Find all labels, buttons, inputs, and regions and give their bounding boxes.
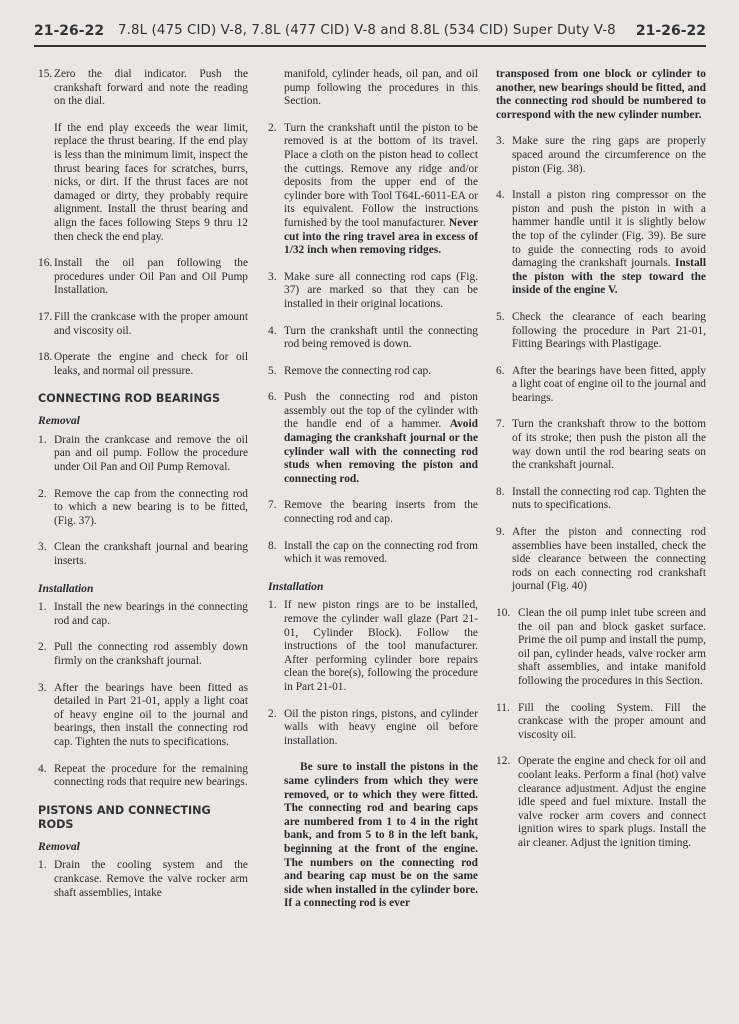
list-item	[268, 499, 478, 526]
item-number: 6.	[496, 364, 505, 377]
item-text: Operate the engine and check for oil and coolant leaks. Perform a final (hot) valve clearance adjustment. Adjust the engine idle speed and fuel mixture. Install the valve rocker arm covers and connect ignition wires to spark plugs. Install the air cleaner. Adjust the ignition timing.	[518, 755, 706, 849]
list-item	[496, 311, 706, 352]
list-item	[496, 526, 706, 594]
item-number: 1.	[38, 859, 47, 872]
item-text: Drain the crankcase and remove the oil pan and oil pump. Follow the procedure under Oil Pan and Oil Pump Removal.	[54, 433, 248, 474]
list-item	[38, 351, 248, 378]
section-heading-pistons-connecting-rods: PISTONS AND CONNECTING RODS	[38, 803, 211, 831]
subheading-removal: Removal	[38, 414, 80, 428]
item-number: 2.	[38, 487, 47, 500]
item-number: 3.	[38, 541, 47, 554]
item-number: 7.	[268, 499, 277, 512]
column-1	[38, 68, 248, 913]
item-number: 9.	[496, 526, 505, 539]
continued-text: manifold, cylinder heads, oil pan, and oil pump following the procedures in this Section.	[284, 68, 478, 108]
list-item	[38, 122, 248, 244]
list-item	[496, 755, 706, 850]
item-text: Install the connecting rod cap. Tighten the nuts to specifications.	[512, 485, 706, 512]
column-2	[268, 68, 478, 924]
page-title: 7.8L (475 CID) V-8, 7.8L (477 CID) V-8 and 8.8L (534 CID) Super Duty V-8	[118, 23, 616, 38]
item-number: 3.	[268, 270, 277, 283]
item-number: 3.	[496, 135, 505, 148]
list-item	[268, 708, 478, 749]
item-number: 7.	[496, 418, 505, 431]
column-3	[496, 68, 706, 864]
item-text: Oil the piston rings, pistons, and cylinder walls with heavy engine oil before installation.	[284, 707, 478, 747]
item-warning: Never cut into the ring travel area in excess of 1/32 inch when removing ridges.	[284, 216, 478, 257]
subheading-installation-2: Installation	[268, 579, 324, 593]
list-item	[268, 122, 478, 258]
item-number: 2.	[268, 121, 277, 134]
item-number: 1.	[268, 599, 277, 612]
list-item	[496, 189, 706, 298]
item-number: 2.	[38, 641, 47, 654]
item-text: If new piston rings are to be installed, remove the cylinder wall glaze (Part 21-01, Cylinder Block). Follow the instructions of the tool manufacturer. After performing cylinder bore repairs clean the bore(s), following the procedure in Part 21-01.	[284, 599, 478, 693]
item-text: Remove the cap from the connecting rod to which a new bearing is to be fitted, (Fig. 37).	[54, 487, 248, 527]
item-text: After the piston and connecting rod assemblies have been installed, check the side clearance between the connecting rods on each connecting rod crankshaft journal (Fig. 40)	[512, 526, 706, 593]
list-item	[38, 488, 248, 529]
item-text: Fill the cooling System. Fill the crankcase with the proper amount and viscosity oil.	[518, 701, 706, 741]
item-text: Make sure the ring gaps are properly spaced around the circumference on the piston (Fig. 38).	[512, 135, 706, 175]
list-item	[496, 486, 706, 513]
item-text: Fill the crankcase with the proper amount and viscosity oil.	[54, 310, 248, 337]
list-item	[38, 601, 248, 628]
page-header	[34, 18, 706, 48]
item-text: Repeat the procedure for the remaining connecting rods that require new bearings.	[54, 762, 248, 789]
page-number-right: 21-26-22	[635, 23, 706, 39]
list-item	[268, 540, 478, 567]
item-number: 12.	[496, 755, 511, 768]
continued-note: transposed from one block or cylinder to another, new bearings should be fitted, and the connecting rod should be numbered to correspond with the new cylinder number.	[496, 68, 706, 121]
item-number: 1.	[38, 601, 47, 614]
item-number: 18.	[38, 351, 53, 364]
header-rule	[34, 45, 706, 47]
list-item	[38, 541, 248, 568]
page-number-left: 21-26-22	[34, 23, 105, 39]
item-text: Install the cap on the connecting rod from which it was removed.	[284, 539, 478, 566]
item-number: 4.	[38, 762, 47, 775]
item-number: 4.	[268, 324, 277, 337]
item-text: Install the oil pan following the procedures under Oil Pan and Oil Pump Installation.	[54, 257, 248, 297]
item-text: If the end play exceeds the wear limit, replace the thrust bearing. If the end play is less than the minimum limit, inspect the thrust bearing faces for scratches, burrs, nicks, or dirt. If the thrust faces are not damaged or dirty, they probably require alignment. Install the thrust bearing and align the faces following Steps 9 thru 12 then check the end play.	[54, 121, 248, 243]
item-text: Drain the cooling system and the crankcase. Remove the valve rocker arm shaft assemblies, intake	[54, 859, 248, 899]
list-item	[38, 434, 248, 475]
item-warning: Install the piston with the step toward the inside of the engine V.	[512, 257, 706, 297]
item-number: 4.	[496, 189, 505, 202]
list-item	[268, 599, 478, 694]
note-paragraph: Be sure to install the pistons in the same cylinders from which they were removed, or to which they were fitted. The connecting rod and bearing caps are numbered from 1 to 4 in the right bank, and from 5 to 8 in the left bank, beginning at the front of the engine. The numbers on the connecting rod and bearing cap must be on the same side when installed in the cylinder bore. If a connecting rod is ever	[284, 761, 478, 910]
item-text: Install a piston ring compressor on the piston and push the piston in with a hammer handle until it is slightly below the top of the cylinder (Fig. 39). Be sure to guide the connecting rods to avoid damaging the crankshaft journals.	[512, 189, 706, 270]
list-item	[38, 68, 248, 109]
list-item	[496, 418, 706, 472]
item-number: 5.	[268, 364, 277, 377]
item-number: 8.	[496, 485, 505, 498]
list-item	[38, 763, 248, 790]
item-text: Pull the connecting rod assembly down firmly on the crankshaft journal.	[54, 641, 248, 667]
list-item	[38, 859, 248, 900]
item-number: 6.	[268, 391, 277, 404]
item-text: After the bearings have been fitted as detailed in Part 21-01, apply a light coat of heavy engine oil to the journal and bearings, then install the connecting rod cap. Tighten the nuts to specifications.	[54, 681, 248, 748]
item-number: 15.	[38, 68, 53, 80]
list-item	[496, 702, 706, 743]
item-number: 2.	[268, 707, 277, 720]
list-item	[268, 325, 478, 352]
item-text: Turn the crankshaft until the piston to be removed is at the bottom of its travel. Place a cloth on the piston head to collect the cuttings. Remove any ridge and/or deposits from the upper end of the cylinder bore with Tool T64L-6011-EA or its equivalent. Follow the instructions furnished by the tool manufacturer.	[284, 121, 478, 229]
list-item	[38, 311, 248, 338]
item-warning: Avoid damaging the crankshaft journal or the cylinder wall with the connecting rod studs when removing the piston and connecting rod.	[284, 418, 478, 485]
item-number: 17.	[38, 310, 53, 323]
item-number: 10.	[496, 607, 511, 619]
item-number: 16.	[38, 257, 53, 270]
item-text: Turn the crankshaft throw to the bottom of its stroke; then push the piston all the way down until the rod bearing seats on the crankshaft journal.	[512, 418, 706, 472]
list-item	[268, 271, 478, 312]
list-item	[38, 641, 248, 668]
item-number: 11.	[496, 701, 510, 714]
item-text: Remove the bearing inserts from the connecting rod and cap.	[284, 499, 478, 526]
list-item	[268, 365, 478, 379]
item-text: Install the new bearings in the connecting rod and cap.	[54, 601, 248, 627]
subheading-installation: Installation	[38, 581, 94, 595]
item-number: 1.	[38, 433, 47, 446]
item-text: Push the connecting rod and piston assembly out the top of the cylinder with the handle end of a hammer.	[284, 391, 478, 431]
item-number: 5.	[496, 310, 505, 323]
item-text: Zero the dial indicator. Push the crankshaft forward and note the reading on the dial.	[54, 68, 248, 108]
item-text: Check the clearance of each bearing following the procedure in Part 21-01, Fitting Bearings with Plastigage.	[512, 310, 706, 351]
list-item	[38, 682, 248, 750]
list-item	[496, 607, 706, 689]
item-text: Operate the engine and check for oil leaks, and normal oil pressure.	[54, 351, 248, 377]
list-item	[38, 257, 248, 298]
item-text: Turn the crankshaft until the connecting rod being removed is down.	[284, 324, 478, 351]
item-text: Clean the crankshaft journal and bearing inserts.	[54, 541, 248, 568]
list-item	[496, 135, 706, 176]
item-text: Make sure all connecting rod caps (Fig. 37) are marked so that they can be installed in their original locations.	[284, 270, 478, 310]
item-text: After the bearings have been fitted, apply a light coat of engine oil to the journal and bearings.	[512, 364, 706, 404]
section-heading-connecting-rod-bearings: CONNECTING ROD BEARINGS	[38, 392, 221, 406]
item-text: Clean the oil pump inlet tube screen and the oil pan and block gasket surface. Prime the oil pump and install the pump, oil pan, cylinder heads, valve rocker arm shaft assemblies, and intake manifold following the procedures in this Section.	[518, 607, 706, 687]
subheading-removal-2: Removal	[38, 839, 80, 853]
item-number: 8.	[268, 539, 277, 552]
list-item	[268, 391, 478, 486]
list-item	[496, 365, 706, 406]
item-number: 3.	[38, 681, 47, 694]
item-text: Remove the connecting rod cap.	[284, 364, 432, 377]
